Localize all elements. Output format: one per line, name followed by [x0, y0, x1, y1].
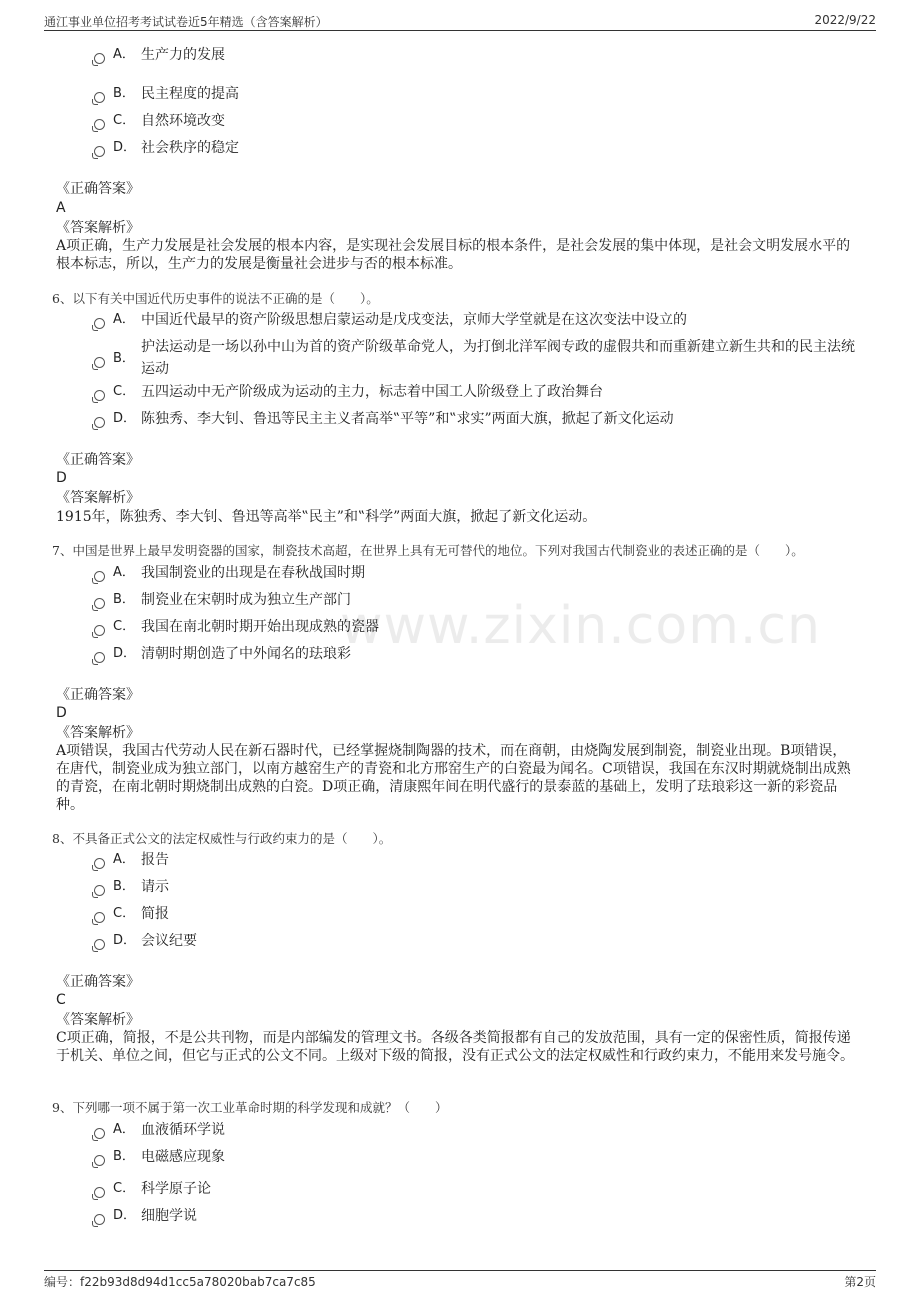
- analysis-label: 《答案解析》: [56, 725, 140, 741]
- document-date: 2022/9/22: [814, 13, 876, 27]
- radio-icon[interactable]: [94, 598, 105, 609]
- radio-icon[interactable]: [94, 92, 105, 103]
- option-c[interactable]: C． 科学原子论: [94, 1180, 211, 1198]
- correct-answer-label: 《正确答案》: [56, 974, 140, 990]
- option-a[interactable]: A． 报告: [94, 851, 169, 869]
- radio-icon[interactable]: [94, 318, 105, 329]
- option-b[interactable]: B． 护法运动是一场以孙中山为首的资产阶级革命党人，为打倒北洋军阀专政的虚假共和而重新建立新生共和的民主法统运动: [94, 338, 856, 380]
- option-a[interactable]: A． 中国近代最早的资产阶级思想启蒙运动是戊戌变法，京师大学堂就是在这次变法中设立的: [94, 311, 687, 329]
- watermark: www.zixin.com.cn: [340, 596, 821, 656]
- option-d[interactable]: D． 陈独秀、李大钊、鲁迅等民主主义者高举‟平等”和‟求实”两面大旗，掀起了新文化运动: [94, 410, 674, 428]
- option-c[interactable]: C． 我国在南北朝时期开始出现成熟的瓷器: [94, 618, 379, 636]
- analysis-label: 《答案解析》: [56, 220, 140, 236]
- question-8: 8、不具备正式公文的法定权威性与行政约束力的是（ ）。: [52, 831, 392, 846]
- analysis-text: A项正确，生产力发展是社会发展的根本内容，是实现社会发展目标的根本条件，是社会发展的集中体现，是社会文明发展水平的根本标志，所以，生产力的发展是衡量社会进步与否的根本标准。: [56, 238, 851, 272]
- document-code: 编号：f22b93d8d94d1cc5a78020bab7ca7c85: [44, 1275, 316, 1289]
- correct-answer: D: [56, 705, 67, 721]
- document-title: 通江事业单位招考考试试卷近5年精选（含答案解析）: [44, 15, 328, 29]
- option-d[interactable]: D． 会议纪要: [94, 932, 197, 950]
- radio-icon[interactable]: [94, 939, 105, 950]
- question-6: 6、以下有关中国近代历史事件的说法不正确的是（ ）。: [52, 291, 379, 306]
- option-b[interactable]: B． 请示: [94, 878, 169, 896]
- page-number: 第2页: [844, 1275, 876, 1289]
- option-a[interactable]: A． 生产力的发展: [94, 46, 225, 64]
- radio-icon[interactable]: [94, 912, 105, 923]
- page-header: [44, 10, 876, 31]
- option-d[interactable]: D． 社会秩序的稳定: [94, 139, 239, 157]
- analysis-text: C项正确，简报，不是公共刊物，而是内部编发的管理文书。各级各类简报都有自己的发放范围，具有一定的保密性质，简报传递于机关、单位之间，但它与正式的公文不同。上级对下级的简报，没有正式公文的法定权威性和行政约束力，不能用来发号施令。: [56, 1030, 854, 1064]
- question-7: 7、中国是世界上最早发明瓷器的国家，制瓷技术高超，在世界上具有无可替代的地位。下列对我国古代制瓷业的表述正确的是（ ）。: [52, 543, 804, 558]
- option-b[interactable]: B． 民主程度的提高: [94, 85, 239, 103]
- option-d[interactable]: D． 清朝时期创造了中外闻名的珐琅彩: [94, 645, 351, 663]
- question-9: 9、下列哪一项不属于第一次工业革命时期的科学发现和成就？（ ）: [52, 1100, 448, 1115]
- radio-icon[interactable]: [94, 858, 105, 869]
- option-a[interactable]: A． 血液循环学说: [94, 1121, 225, 1139]
- correct-answer: C: [56, 992, 66, 1008]
- option-c[interactable]: C． 简报: [94, 905, 169, 923]
- radio-icon[interactable]: [94, 1128, 105, 1139]
- option-b[interactable]: B． 电磁感应现象: [94, 1148, 225, 1166]
- radio-icon[interactable]: [94, 417, 105, 428]
- radio-icon[interactable]: [94, 146, 105, 157]
- radio-icon[interactable]: [94, 571, 105, 582]
- radio-icon[interactable]: [94, 119, 105, 130]
- radio-icon[interactable]: [94, 390, 105, 401]
- radio-icon[interactable]: [94, 885, 105, 896]
- radio-icon[interactable]: [94, 625, 105, 636]
- radio-icon[interactable]: [94, 53, 105, 64]
- correct-answer-label: 《正确答案》: [56, 452, 140, 468]
- analysis-text: 1915年，陈独秀、李大钊、鲁迅等高举‟民主”和‟科学”两面大旗，掀起了新文化运动。: [56, 509, 597, 525]
- option-a[interactable]: A． 我国制瓷业的出现是在春秋战国时期: [94, 564, 365, 582]
- analysis-label: 《答案解析》: [56, 490, 140, 506]
- option-d[interactable]: D． 细胞学说: [94, 1207, 197, 1225]
- page-footer: [44, 1270, 876, 1291]
- radio-icon[interactable]: [94, 1155, 105, 1166]
- correct-answer-label: 《正确答案》: [56, 687, 140, 703]
- radio-icon[interactable]: [94, 652, 105, 663]
- analysis-text: A项错误，我国古代劳动人民在新石器时代，已经掌握烧制陶器的技术，而在商朝，由烧陶发展到制瓷，制瓷业出现。B项错误，在唐代，制瓷业成为独立部门，以南方越窑生产的青瓷和北方邢窑生产的白瓷最为闻名。C项错误，我国在东汉时期就烧制出成熟的青瓷，在南北朝时期烧制出成熟的白瓷。D项正确，清康熙年间在明代盛行的景泰蓝的基础上，发明了珐琅彩这一新的彩瓷品种。: [56, 743, 851, 813]
- correct-answer-label: 《正确答案》: [56, 181, 140, 197]
- option-c[interactable]: C． 五四运动中无产阶级成为运动的主力，标志着中国工人阶级登上了政治舞台: [94, 383, 603, 401]
- correct-answer: A: [56, 200, 66, 216]
- radio-icon[interactable]: [94, 1187, 105, 1198]
- radio-icon[interactable]: [94, 1214, 105, 1225]
- option-b[interactable]: B． 制瓷业在宋朝时成为独立生产部门: [94, 591, 351, 609]
- analysis-label: 《答案解析》: [56, 1012, 140, 1028]
- correct-answer: D: [56, 470, 67, 486]
- radio-icon[interactable]: [94, 357, 105, 368]
- option-c[interactable]: C． 自然环境改变: [94, 112, 225, 130]
